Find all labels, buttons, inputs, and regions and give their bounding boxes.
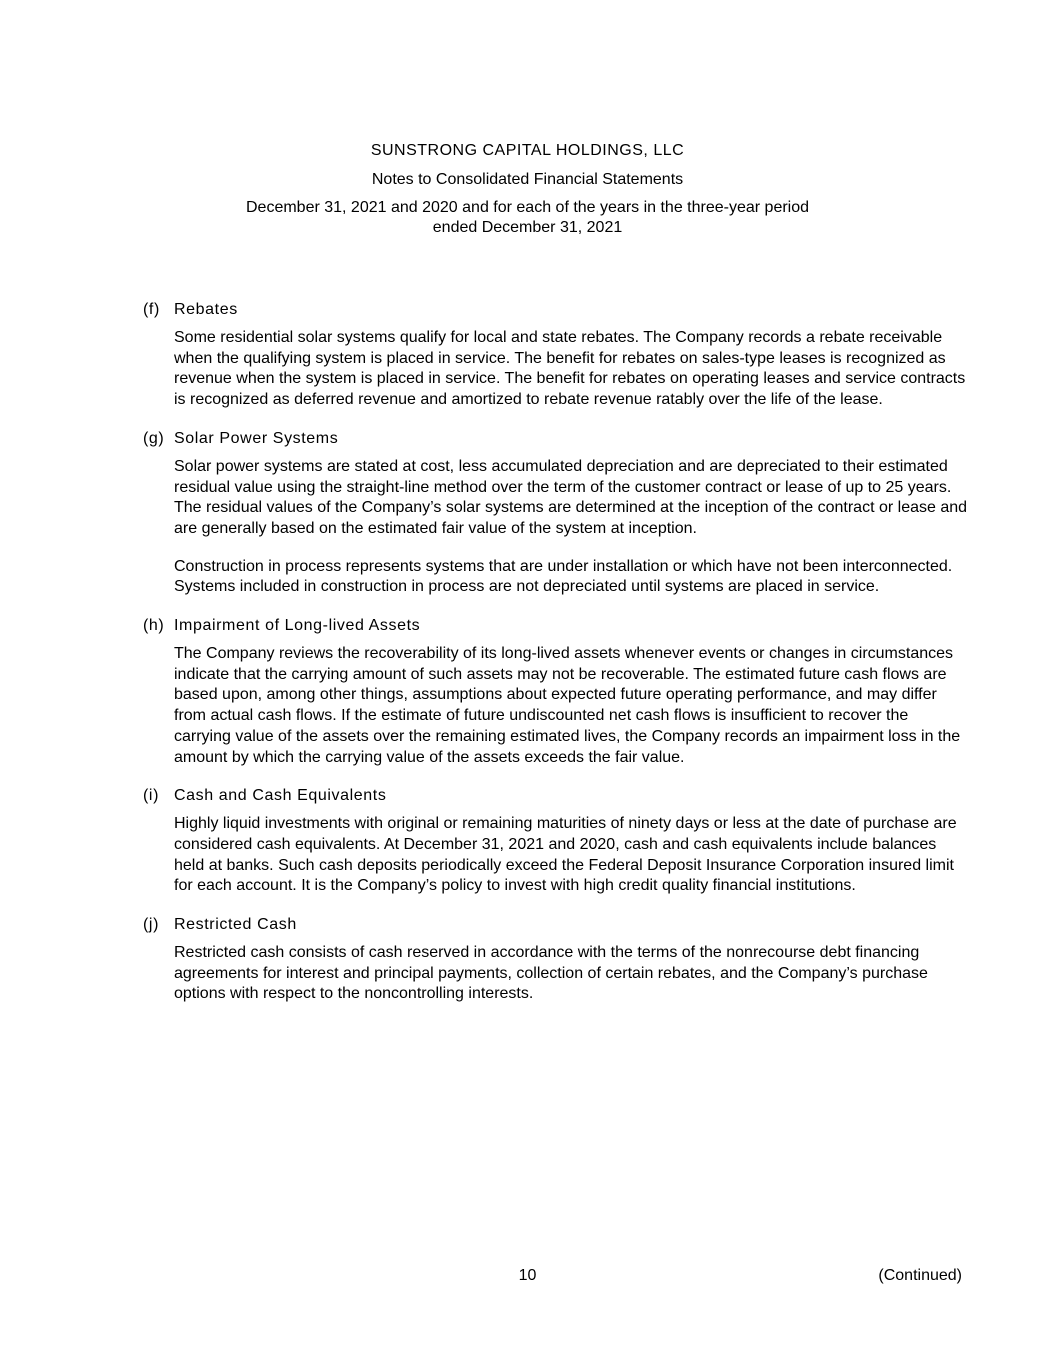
section-letter: (j) bbox=[143, 916, 160, 934]
document-subtitle: Notes to Consolidated Financial Statements bbox=[371, 171, 684, 188]
page-footer bbox=[0, 1265, 1055, 1287]
section-cash-equivalents bbox=[143, 784, 973, 897]
section-title: Rebates bbox=[174, 301, 238, 318]
section-heading bbox=[143, 784, 973, 808]
section-title: Solar Power Systems bbox=[174, 429, 339, 447]
page-number: 10 bbox=[518, 1267, 537, 1284]
section-heading bbox=[143, 427, 973, 451]
section-rebates bbox=[143, 298, 973, 411]
section-solar-power-systems bbox=[143, 427, 973, 598]
section-title: Cash and Cash Equivalents bbox=[174, 787, 387, 805]
section-paragraph: The Company reviews the recoverability of its long-lived assets whenever events or changes in circumstances indicate that the carrying amount of such assets may not be recoverable. The estimated future cash flows are based upon, among other things, assumptions about expected future operating performance, and may differ from actual cash flows. If the estimate of future undiscounted net cash flows is insufficient to recover the carrying value of the assets over the remaining estimated lives, the Company records an impairment loss in the amount by which the carrying value of the assets exceeds the fair value. bbox=[174, 645, 961, 766]
section-letter: (f) bbox=[143, 301, 160, 318]
section-impairment bbox=[143, 614, 973, 768]
section-paragraph: Restricted cash consists of cash reserved in accordance with the terms of the nonrecourse debt financing agreements for interest and principal payments, collection of certain rebates, and the Company’s purchase options with respect to the noncontrolling interests. bbox=[174, 944, 928, 1003]
company-name: SUNSTRONG CAPITAL HOLDINGS, LLC bbox=[370, 142, 685, 159]
section-title: Impairment of Long-lived Assets bbox=[174, 617, 421, 635]
section-letter: (i) bbox=[143, 787, 160, 805]
page-header bbox=[0, 140, 1055, 238]
section-heading bbox=[143, 614, 973, 638]
section-letter: (g) bbox=[143, 429, 165, 447]
section-restricted-cash bbox=[143, 913, 973, 1005]
continued-label: (Continued) bbox=[878, 1267, 962, 1284]
section-title: Restricted Cash bbox=[174, 916, 297, 934]
section-heading bbox=[143, 298, 973, 322]
reporting-period: December 31, 2021 and 2020 and for each of the years in the three-year period ended December 31, 2021 bbox=[245, 199, 810, 236]
section-paragraph: Solar power systems are stated at cost, less accumulated depreciation and are depreciated to their estimated residual value using the straight-line method over the term of the customer contract or lease of up to 25 years. The residual values of the Company’s solar systems are determined at the inception of the contract or lease and are generally based on the estimated fair value of the system at inception. bbox=[174, 457, 968, 537]
section-letter: (h) bbox=[143, 617, 165, 635]
section-paragraph: Construction in process represents systems that are under installation or which have not been interconnected. Systems included in construction in process are not depreciated until systems are placed in service. bbox=[174, 557, 953, 596]
section-heading bbox=[143, 913, 973, 937]
notes-sections bbox=[143, 298, 973, 1021]
section-paragraph: Some residential solar systems qualify for local and state rebates. The Company records a rebate receivable when the qualifying system is placed in service. The benefit for rebates on sales-type leases is recognized as revenue when the system is placed in service. The benefit for rebates on operating leases and service contracts is recognized as deferred revenue and amortized to rebate revenue ratably over the life of the lease. bbox=[174, 329, 966, 409]
section-paragraph: Highly liquid investments with original or remaining maturities of ninety days or less at the date of purchase are considered cash equivalents. At December 31, 2021 and 2020, cash and cash equivalents include balances held at banks. Such cash deposits periodically exceed the Federal Deposit Insurance Corporation insured limit for each account. It is the Company’s policy to invest with high credit quality financial institutions. bbox=[174, 815, 957, 895]
